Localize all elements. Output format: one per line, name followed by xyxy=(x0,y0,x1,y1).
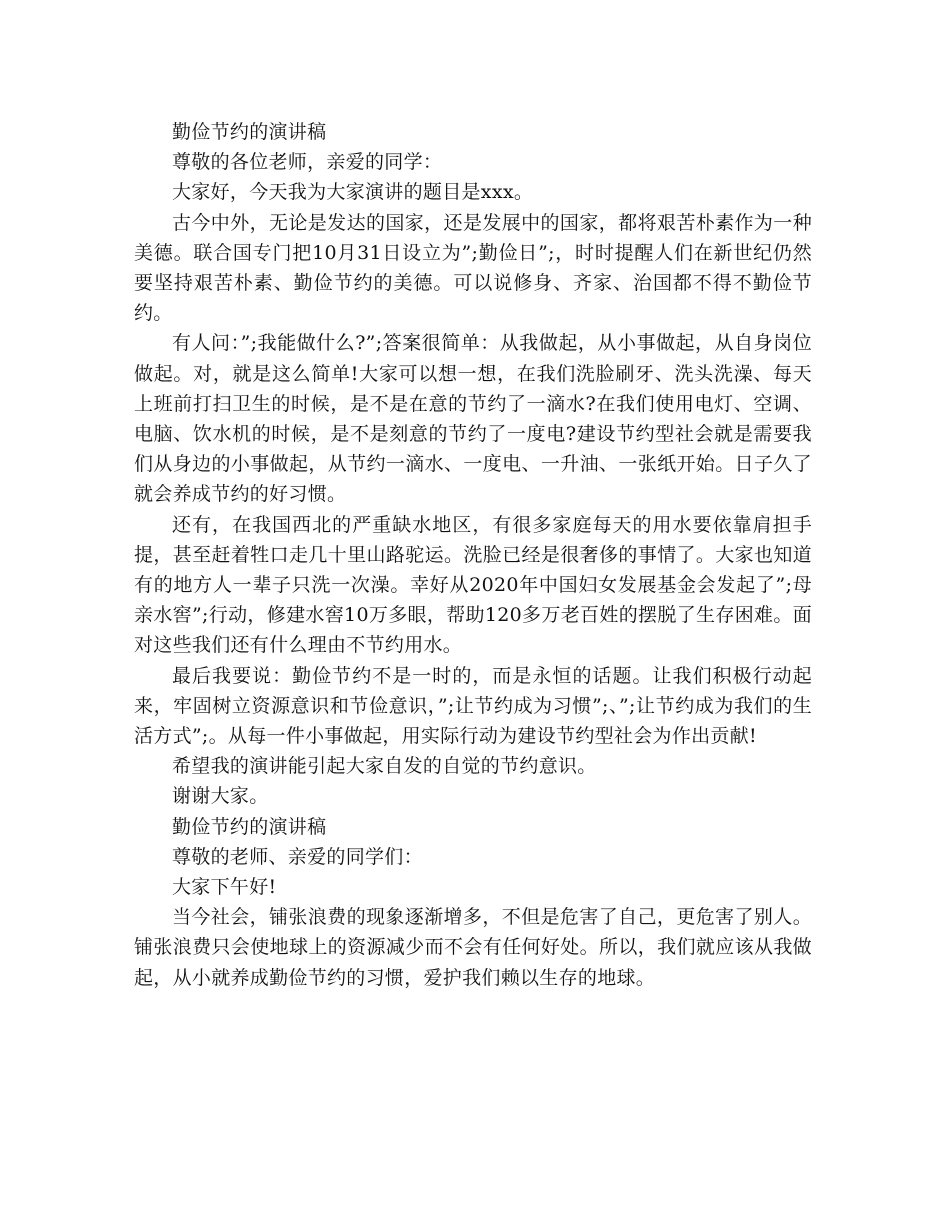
salutation: 尊敬的各位老师，亲爱的同学： xyxy=(172,151,443,174)
body-paragraph: 有人问：”;我能做什么?”;答案很简单：从我做起，从小事做起，从自身岗位做起。对，就是这么简单!大家可以想一想，在我们洗脸刷牙、洗头洗澡、每天上班前打扫卫生的时候，是不是在意的节约了一滴水?在我们使用电灯、空调、电脑、饮水机的时候，是不是刻意的节约了一度电?建设节约型社会就是需要我们从身边的小事做起，从节约一滴水、一度电、一升油、一张纸开始。日子久了就会养成节约的好习惯。 xyxy=(134,332,812,506)
thanks-line: 谢谢大家。 xyxy=(172,785,269,808)
greeting: 大家好，今天我为大家演讲的题目是xxx。 xyxy=(172,181,534,204)
body-paragraph: 还有，在我国西北的严重缺水地区，有很多家庭每天的用水要依靠肩担手提，甚至赶着牲口走几十里山路驼运。洗脸已经是很奢侈的事情了。大家也知道有的地方人一辈子只洗一次澡。幸好从2020年中国妇女发展基金会发起了”;母亲水窖”;行动，修建水窖10万多眼，帮助120多万老百姓的摆脱了生存困难。面对这些我们还有什么理由不节约用水。 xyxy=(134,513,812,657)
speech-title: 勤俭节约的演讲稿 xyxy=(172,121,327,143)
speech-title: 勤俭节约的演讲稿 xyxy=(172,815,327,838)
salutation: 尊敬的老师、亲爱的同学们： xyxy=(172,845,423,868)
greeting: 大家下午好! xyxy=(172,876,277,899)
body-paragraph: 最后我要说：勤俭节约不是一时的，而是永恒的话题。让我们积极行动起来，牢固树立资源意识和节俭意识，”;让节约成为习惯”;、”;让节约成为我们的生活方式”;。从每一件小事做起，用实际行动为建设节约型社会为作出贡献! xyxy=(134,664,812,748)
closing-line: 希望我的演讲能引起大家自发的自觉的节约意识。 xyxy=(172,755,597,778)
body-paragraph: 古今中外，无论是发达的国家，还是发展中的国家，都将艰苦朴素作为一种美德。联合国专门把10月31日设立为”;勤俭日”;，时时提醒人们在新世纪仍然要坚持艰苦朴素、勤俭节约的美德。可以说修身、齐家、治国都不得不勤俭节约。 xyxy=(134,211,812,325)
body-paragraph: 当今社会，铺张浪费的现象逐渐增多，不但是危害了自己，更危害了别人。铺张浪费只会使地球上的资源减少而不会有任何好处。所以，我们就应该从我做起，从小就养成勤俭节约的习惯，爱护我们赖以生存的地球。 xyxy=(134,906,812,989)
document-body xyxy=(134,117,812,993)
